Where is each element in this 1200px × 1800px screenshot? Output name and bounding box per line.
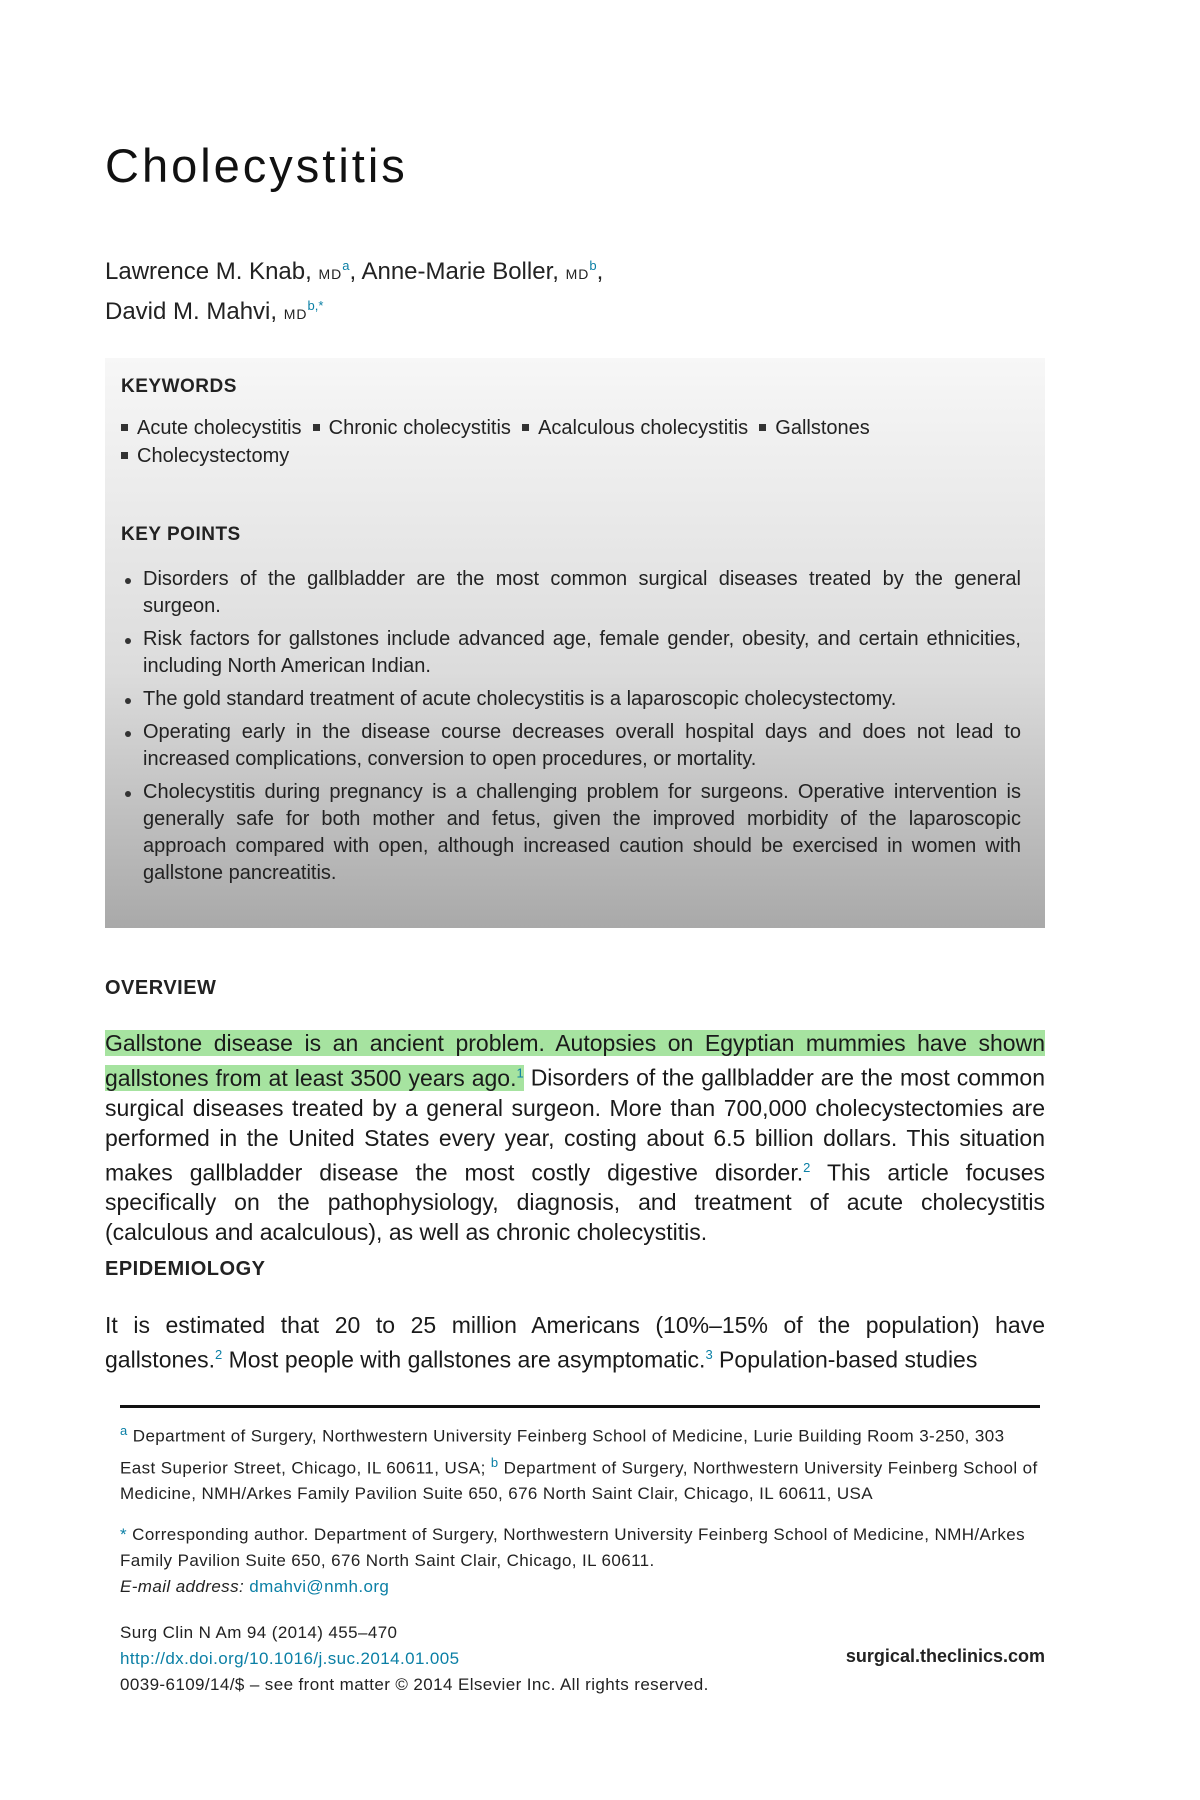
overview-paragraph: Gallstone disease is an ancient problem. Autopsies on Egyptian mummies have shown gallstones from at least 3500 years ago.$^1$ Disorders of the gallbladder are the most common surgical diseases treated by a general surgeon. More than 700,000 cholecystectomies are performed in the United States every year, costing about 6.5 billion dollars. This situation makes gallbladder disease the most costly digestive disorder.$^2$ This article focuses specifically on the pathophysiology, diagnosis, and treatment of acute cholecystitis (calculous and acalculous), as well as chronic cholecystitis. [105, 1030, 1046, 1246]
keyword-item: Acalculous cholecystitis [517, 417, 749, 439]
reference-link[interactable]: 2 [803, 1159, 811, 1175]
key-point-item: Cholecystitis during pregnancy is a challenging problem for surgeons. Operative intervention is generally safe for both mother and fetus, given the improved morbidity of the laparoscopic approach compared with open, although increased caution should be exercised in women with gallstone pancreatitis. [121, 779, 1021, 887]
overview-heading: OVERVIEW [105, 977, 217, 999]
keyword-item: Chronic cholecystitis [307, 417, 511, 439]
key-points-heading: KEY POINTS [121, 524, 241, 545]
keyword-item: Gallstones [754, 417, 870, 439]
journal-citation: Surg Clin N Am 94 (2014) 455–470 [120, 1623, 398, 1642]
article-title: Cholecystitis [105, 139, 408, 192]
corresponding-author-ref[interactable]: * [318, 298, 324, 313]
keyword-item: Acute cholecystitis [121, 417, 302, 439]
footnote-divider [120, 1405, 1040, 1408]
highlighted-text[interactable]: Gallstone disease is an ancient problem. Autopsies on Egyptian mummies have shown gallstones from at least 3500 years ago.$^1$ [105, 1030, 1045, 1091]
affiliations-footnote: $^a$ Department of Surgery, Northwestern University Feinberg School of Medicine, Lurie Building Room 3-250, 303 East Superior Street, Chicago, IL 60611, USA; $^b$ Department of Surgery, Northwestern University Feinberg School of Medicine, NMH/Arkes Family Pavilion Suite 650, 676 North Saint Clair, Chicago, IL 60611, USA [120, 1423, 1038, 1504]
author-mahvi: David M. Mahvi, [105, 298, 284, 325]
key-points-list [121, 566, 1021, 893]
corresponding-author-footnote: * Corresponding author. Department of Surgery, Northwestern University Feinberg School of Medicine, NMH/Arkes Family Pavilion Suite 650, 676 North Saint Clair, Chicago, IL 60611. E-mail address: dmahvi@nmh.org [120, 1525, 1026, 1596]
author-knab: Lawrence M. Knab, [105, 258, 319, 285]
reference-link[interactable]: 1 [516, 1065, 524, 1080]
author-boller: , Anne-Marie Boller, [349, 258, 566, 285]
reference-link[interactable]: 2 [214, 1347, 223, 1362]
keyword-item: Cholecystectomy [121, 445, 289, 467]
author-degree: MD [565, 266, 590, 282]
author-degree: MD [283, 306, 308, 322]
author-degree: MD [318, 266, 343, 282]
email-link[interactable]: dmahvi@nmh.org [249, 1577, 390, 1596]
doi-link[interactable]: http://dx.doi.org/10.1016/j.suc.2014.01.005 [120, 1649, 460, 1668]
key-point-item: Disorders of the gallbladder are the most common surgical diseases treated by the general surgeon. [121, 566, 1021, 620]
key-point-item: Risk factors for gallstones include advanced age, female gender, obesity, and certain ethnicities, including North American Indian. [121, 626, 1021, 680]
square-bullet-icon [121, 424, 128, 431]
keyword-list [121, 414, 1021, 470]
square-bullet-icon [121, 452, 128, 459]
affiliation-ref[interactable]: a [342, 258, 350, 273]
square-bullet-icon [313, 424, 320, 431]
reference-link[interactable]: 3 [705, 1347, 713, 1362]
keywords-heading: KEYWORDS [121, 376, 237, 397]
affiliation-ref[interactable]: b, [307, 298, 319, 313]
affiliation-ref[interactable]: b [589, 258, 597, 273]
key-point-item: Operating early in the disease course decreases overall hospital days and does not lead to increased complications, conversion to open procedures, or mortality. [121, 719, 1021, 773]
journal-site-link[interactable]: surgical.theclinics.com [845, 1646, 1045, 1666]
epidemiology-paragraph: It is estimated that 20 to 25 million Americans (10%–15% of the population) have gallstones.$^2$ Most people with gallstones are asymptomatic.$^3$ Population-based studies [105, 1312, 1045, 1373]
copyright-notice: 0039-6109/14/$ – see front matter © 2014 Elsevier Inc. All rights reserved. [120, 1675, 709, 1694]
author-list: Lawrence M. Knab, $MD^a$, Anne-Marie Boller, $MD^b$, David M. Mahvi, $MD^{b,*}$ [105, 258, 604, 325]
citation-footer [120, 1620, 709, 1698]
key-point-item: The gold standard treatment of acute cholecystitis is a laparoscopic cholecystectomy. [121, 686, 1021, 713]
square-bullet-icon [759, 424, 766, 431]
square-bullet-icon [522, 424, 529, 431]
epidemiology-heading: EPIDEMIOLOGY [105, 1258, 266, 1280]
keywords-keypoints-box [105, 358, 1045, 928]
